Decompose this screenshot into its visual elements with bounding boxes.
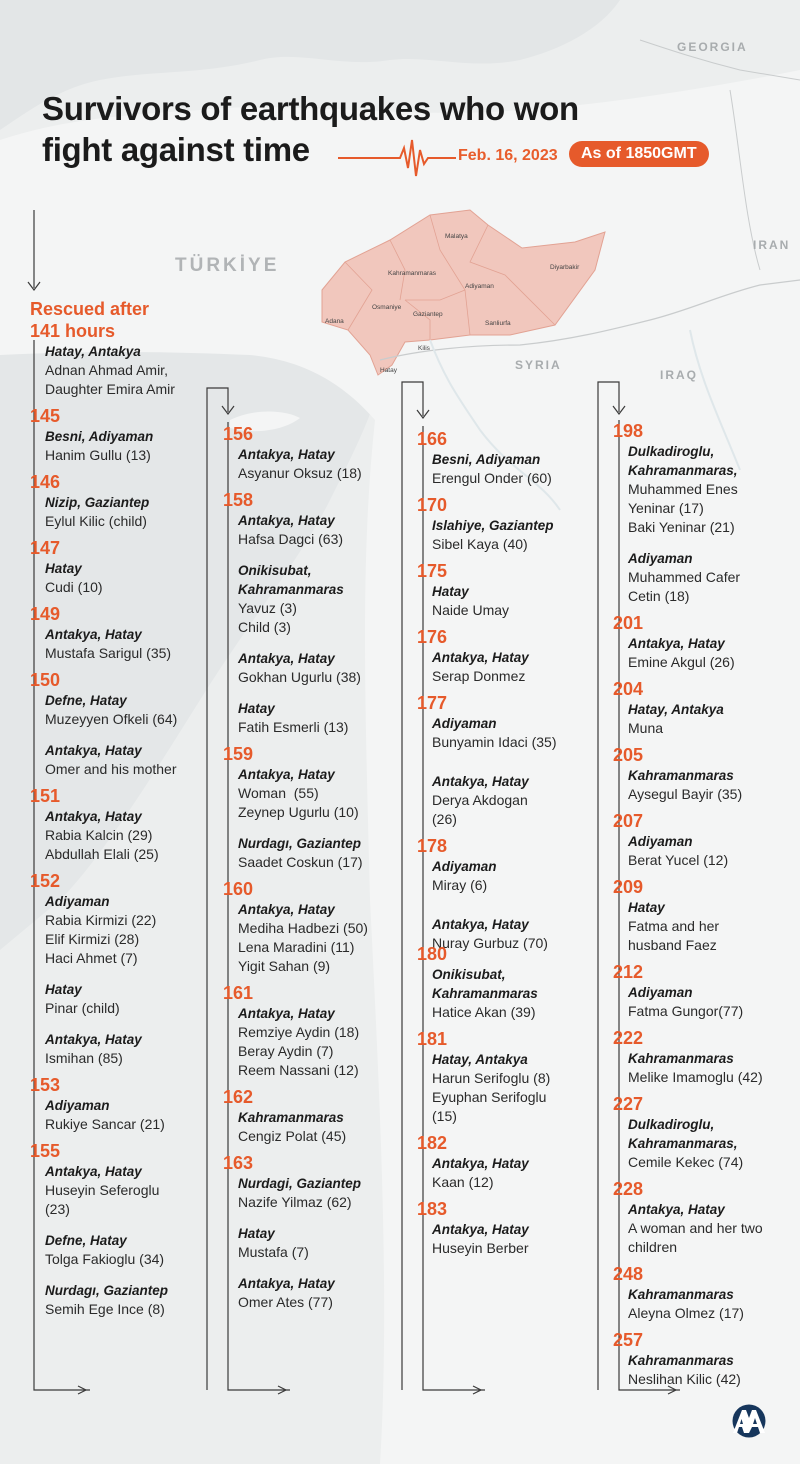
survivor-entry [45, 892, 215, 968]
survivor-name: Miray (6) [432, 877, 488, 893]
timeline-group [30, 471, 215, 531]
location-label: Islahiye, Gaziantep [432, 518, 554, 533]
title-line-2: fight against time [42, 131, 310, 168]
survivor-name: Cudi (10) [45, 579, 103, 595]
survivor-entry [45, 1030, 215, 1068]
survivor-entry [628, 1285, 798, 1323]
survivor-name: Cetin (18) [628, 588, 690, 604]
hours-label: 176 [417, 627, 448, 647]
survivor-name: Omer and his mother [45, 761, 177, 777]
location-label: Antakya, Hatay [432, 774, 529, 789]
timeline-group [30, 1074, 215, 1134]
timeline-group [613, 876, 798, 955]
timeline-group [30, 320, 215, 399]
hours-label: 222 [613, 1028, 644, 1048]
timeline-group [417, 1198, 602, 1258]
survivor-name: Nazife Yilmaz (62) [238, 1194, 352, 1210]
city-label: Osmaniye [372, 304, 402, 311]
survivor-entry [238, 561, 413, 637]
location-label: Hatay [238, 701, 275, 716]
survivor-name: Erengul Onder (60) [432, 470, 552, 486]
timeline-group [417, 692, 602, 829]
syria-label: SYRIA [515, 358, 562, 372]
survivor-name: Gokhan Ugurlu (38) [238, 669, 361, 685]
hours-label: 181 [417, 1029, 448, 1049]
survivor-name: Elif Kirmizi (28) [45, 931, 140, 947]
hours-label: 141 hours [30, 321, 116, 341]
survivor-name: Aysegul Bayir (35) [628, 786, 743, 802]
hours-label: 151 [30, 786, 61, 806]
location-label: Hatay [238, 1226, 275, 1241]
survivor-name: Rukiye Sancar (21) [45, 1116, 165, 1132]
location-label: Antakya, Hatay [45, 627, 142, 642]
survivor-name: Reem Nassani (12) [238, 1062, 359, 1078]
timeline-group [613, 1329, 798, 1389]
city-label: Kilis [418, 345, 430, 352]
survivor-entry [238, 445, 413, 483]
georgia-label: GEORGIA [677, 40, 748, 54]
hours-label: 146 [30, 472, 61, 492]
survivor-name: Daughter Emira Amir [45, 381, 175, 397]
location-label: Kahramanmaras [628, 1051, 734, 1066]
survivor-name: Cemile Kekec (74) [628, 1154, 744, 1170]
hours-label: 248 [613, 1264, 644, 1284]
hours-label: 156 [223, 424, 254, 444]
location-label: Antakya, Hatay [45, 809, 142, 824]
as-of-badge: As of 1850GMT [569, 141, 709, 167]
timeline-group [417, 835, 602, 953]
hours-label: 198 [613, 421, 644, 441]
survivor-name: Tolga Fakioglu (34) [45, 1251, 165, 1267]
hours-label: 227 [613, 1094, 644, 1114]
survivor-entry [238, 511, 413, 549]
timeline-group [613, 1178, 798, 1257]
location-label: Antakya, Hatay [238, 902, 335, 917]
location-label: Hatay [45, 982, 82, 997]
survivor-entry [45, 1281, 215, 1319]
hours-label: 153 [30, 1075, 61, 1095]
timeline-group [417, 1028, 602, 1126]
hours-label: 162 [223, 1087, 254, 1107]
timeline-group [417, 560, 602, 620]
survivor-name: Mustafa Sarigul (35) [45, 645, 172, 661]
turkiye-label: TÜRKİYE [175, 255, 280, 276]
survivor-name: Naide Umay [432, 602, 510, 618]
location-label: Hatay [628, 900, 665, 915]
survivor-entry [628, 1200, 798, 1257]
location-label: Antakya, Hatay [432, 650, 529, 665]
timeline-group [30, 785, 215, 864]
survivor-name: Hafsa Dagci (63) [238, 531, 344, 547]
survivor-name: Fatma Gungor(77) [628, 1003, 744, 1019]
timeline-group [417, 494, 602, 554]
survivor-entry [432, 450, 602, 488]
timeline-group [417, 1132, 602, 1192]
survivor-entry [238, 699, 413, 737]
timeline-group [30, 669, 215, 779]
location-label: Nurdagı, Gaziantep [45, 1283, 169, 1298]
hours-label: 177 [417, 693, 448, 713]
survivor-name: Rabia Kalcin (29) [45, 827, 153, 843]
survivor-entry [45, 691, 215, 729]
timeline-group [613, 744, 798, 804]
survivor-entry [432, 648, 602, 686]
location-label: Kahramanmaras [628, 1353, 734, 1368]
survivor-name: Mediha Hadbezi (50) [238, 920, 368, 936]
location-label: Onikisubat, Kahramanmaras [432, 967, 538, 1001]
location-label: Adiyaman [45, 894, 110, 909]
survivor-entry [45, 807, 215, 864]
survivor-name: Beray Aydin (7) [238, 1043, 334, 1059]
survivor-entry [238, 1224, 413, 1262]
location-label: Kahramanmaras [628, 1287, 734, 1302]
survivor-name: Hanim Gullu (13) [45, 447, 151, 463]
survivor-name: (15) [432, 1108, 457, 1124]
location-label: Besni, Adiyaman [432, 452, 541, 467]
survivor-entry [432, 772, 602, 829]
location-label: Antakya, Hatay [238, 447, 335, 462]
location-label: Defne, Hatay [45, 1233, 127, 1248]
survivor-entry [45, 342, 215, 399]
timeline-column-1 [30, 298, 215, 1325]
survivor-entry [45, 493, 215, 531]
survivor-entry [628, 983, 798, 1021]
location-label: Antakya, Hatay [432, 1222, 529, 1237]
iran-label: IRAN [753, 238, 791, 252]
survivor-name: Abdullah Elali (25) [45, 846, 159, 862]
survivor-name: children [628, 1239, 678, 1255]
hours-label: 212 [613, 962, 644, 982]
survivor-name: Child (3) [238, 619, 291, 635]
timeline-group [30, 537, 215, 597]
hours-label: 207 [613, 811, 644, 831]
location-label: Defne, Hatay [45, 693, 127, 708]
survivor-name: Melike Imamoglu (42) [628, 1069, 763, 1085]
survivor-name: Remziye Aydin (18) [238, 1024, 360, 1040]
hours-label: 155 [30, 1141, 61, 1161]
timeline-group [417, 626, 602, 686]
timeline-group [223, 1152, 413, 1312]
iraq-label: IRAQ [660, 368, 698, 382]
survivor-name: Asyanur Oksuz (18) [238, 465, 362, 481]
timeline-group [223, 743, 413, 872]
survivor-name: Semih Ege Ince (8) [45, 1301, 165, 1317]
location-label: Nurdagı, Gaziantep [238, 836, 362, 851]
survivor-name: Cengiz Polat (45) [238, 1128, 347, 1144]
survivor-entry [45, 1096, 215, 1134]
survivor-name: Yigit Sahan (9) [238, 958, 331, 974]
city-label: Kahramanmaras [388, 270, 437, 277]
hours-label: 166 [417, 429, 448, 449]
survivor-name: husband Faez [628, 937, 717, 953]
survivor-name: Adnan Ahmad Amir, [45, 362, 168, 378]
location-label: Adiyaman [432, 859, 497, 874]
survivor-name: Fatih Esmerli (13) [238, 719, 349, 735]
timeline-group [613, 678, 798, 738]
hours-label: 180 [417, 944, 448, 964]
hours-label: 149 [30, 604, 61, 624]
survivor-entry [45, 559, 215, 597]
survivor-entry [432, 857, 602, 895]
survivor-name: Emine Akgul (26) [628, 654, 735, 670]
survivor-entry [432, 714, 602, 752]
hours-label: 163 [223, 1153, 254, 1173]
timeline-group [223, 878, 413, 976]
timeline-group [30, 1140, 215, 1319]
location-label: Besni, Adiyaman [45, 429, 154, 444]
survivor-name: Eylul Kilic (child) [45, 513, 147, 529]
city-label: Gaziantep [413, 311, 443, 318]
hours-label: 158 [223, 490, 254, 510]
survivor-name: Nuray Gurbuz (70) [432, 935, 548, 951]
location-label: Antakya, Hatay [432, 917, 529, 932]
hours-label: 183 [417, 1199, 448, 1219]
survivor-entry [432, 1220, 602, 1258]
survivor-name: Aleyna Olmez (17) [628, 1305, 744, 1321]
survivor-name: Zeynep Ugurlu (10) [238, 804, 359, 820]
location-label: Nizip, Gaziantep [45, 495, 150, 510]
survivor-entry [45, 625, 215, 663]
survivor-entry [45, 741, 215, 779]
location-label: Hatay, Antakya [45, 344, 141, 359]
survivor-entry [628, 1351, 798, 1389]
hours-label: 205 [613, 745, 644, 765]
hours-label: 178 [417, 836, 448, 856]
location-label: Kahramanmaras [238, 1110, 344, 1125]
city-label: Adana [325, 318, 344, 325]
timeline-group [30, 405, 215, 465]
location-label: Antakya, Hatay [238, 651, 335, 666]
city-label: Sanliurfa [485, 320, 511, 327]
survivor-entry [628, 549, 798, 606]
location-label: Antakya, Hatay [238, 1276, 335, 1291]
survivor-name: Haci Ahmet (7) [45, 950, 138, 966]
timeline-column-2 [223, 423, 413, 1318]
survivor-name: A woman and her two [628, 1220, 763, 1236]
hours-label: 257 [613, 1330, 644, 1350]
survivor-entry [45, 427, 215, 465]
survivor-name: Kaan (12) [432, 1174, 494, 1190]
survivor-name: Huseyin Seferoglu [45, 1182, 160, 1198]
hours-label: 175 [417, 561, 448, 581]
survivor-name: Omer Ates (77) [238, 1294, 333, 1310]
survivor-entry [628, 766, 798, 804]
timeline-group [30, 603, 215, 663]
date-label: Feb. 16, 2023 [458, 147, 558, 164]
timeline-group [417, 943, 602, 1022]
survivor-entry [45, 1162, 215, 1219]
hours-label: 159 [223, 744, 254, 764]
hours-label: 145 [30, 406, 61, 426]
hours-label: 160 [223, 879, 254, 899]
hours-label: 228 [613, 1179, 644, 1199]
city-label: Malatya [445, 233, 468, 240]
timeline-group [613, 420, 798, 606]
survivor-name: Serap Donmez [432, 668, 526, 684]
timeline-group [613, 810, 798, 870]
location-label: Adiyaman [628, 551, 693, 566]
survivor-name: Baki Yeninar (21) [628, 519, 735, 535]
hours-label: 201 [613, 613, 644, 633]
location-label: Adiyaman [628, 985, 693, 1000]
survivor-entry [628, 898, 798, 955]
survivor-entry [628, 634, 798, 672]
hours-label: 182 [417, 1133, 448, 1153]
rescued-label: Rescued after [30, 299, 150, 319]
survivor-entry [238, 765, 413, 822]
timeline-group [613, 961, 798, 1021]
timeline-group [223, 423, 413, 483]
survivor-name: Lena Maradini (11) [238, 939, 355, 955]
survivor-entry [45, 980, 215, 1018]
survivor-name: Neslihan Kilic (42) [628, 1371, 741, 1387]
survivor-entry [238, 649, 413, 687]
city-label: Adiyaman [465, 283, 494, 290]
survivor-name: Hatice Akan (39) [432, 1004, 536, 1020]
survivor-name: Muna [628, 720, 664, 736]
survivor-name: Muzeyyen Ofkeli (64) [45, 711, 178, 727]
title-line-1: Survivors of earthquakes who won [42, 90, 579, 127]
survivor-name: Harun Serifoglu (8) [432, 1070, 551, 1086]
survivor-name: Muhammed Enes [628, 481, 738, 497]
survivor-name: Derya Akdogan [432, 792, 528, 808]
survivor-entry [432, 1050, 602, 1126]
location-label: Hatay, Antakya [628, 702, 724, 717]
survivor-entry [432, 965, 602, 1022]
location-label: Antakya, Hatay [432, 1156, 529, 1171]
survivor-name: Berat Yucel (12) [628, 852, 729, 868]
location-label: Antakya, Hatay [628, 1202, 725, 1217]
survivor-entry [238, 1174, 413, 1212]
location-label: Kahramanmaras [628, 768, 734, 783]
survivor-entry [238, 834, 413, 872]
survivor-entry [628, 832, 798, 870]
survivor-entry [628, 1115, 798, 1172]
survivor-name: Muhammed Cafer [628, 569, 741, 585]
location-label: Dulkadiroglu, Kahramanmaras, [628, 444, 738, 478]
timeline-group [223, 982, 413, 1080]
location-label: Antakya, Hatay [45, 1032, 142, 1047]
survivor-name: (26) [432, 811, 457, 827]
location-label: Adiyaman [45, 1098, 110, 1113]
survivor-entry [628, 442, 798, 537]
survivor-entry [432, 582, 602, 620]
survivor-entry [628, 700, 798, 738]
city-label: Diyarbakir [550, 264, 580, 271]
location-label: Antakya, Hatay [238, 513, 335, 528]
location-label: Hatay [45, 561, 82, 576]
hours-label: 150 [30, 670, 61, 690]
survivor-name: Ismihan (85) [45, 1050, 123, 1066]
timeline-group [223, 1086, 413, 1146]
survivor-entry [432, 516, 602, 554]
survivor-name: Mustafa (7) [238, 1244, 309, 1260]
survivor-entry [238, 900, 413, 976]
location-label: Antakya, Hatay [45, 1164, 142, 1179]
location-label: Hatay [432, 584, 469, 599]
location-label: Nurdagi, Gaziantep [238, 1176, 362, 1191]
survivor-name: Huseyin Berber [432, 1240, 529, 1256]
timeline-group [613, 1093, 798, 1172]
survivor-entry [45, 1231, 215, 1269]
survivor-name: Rabia Kirmizi (22) [45, 912, 157, 928]
survivor-entry [628, 1049, 798, 1087]
survivor-name: (23) [45, 1201, 70, 1217]
hours-label: 170 [417, 495, 448, 515]
hours-label: 147 [30, 538, 61, 558]
timeline-group [613, 1027, 798, 1087]
hours-label: 204 [613, 679, 644, 699]
city-label: Hatay [380, 367, 397, 374]
anadolu-agency-logo [727, 1404, 771, 1438]
survivor-entry [432, 1154, 602, 1192]
hours-label: 161 [223, 983, 254, 1003]
timeline-group [417, 428, 602, 488]
survivor-name: Saadet Coskun (17) [238, 854, 363, 870]
hours-label: 152 [30, 871, 61, 891]
location-label: Hatay, Antakya [432, 1052, 528, 1067]
survivor-name: Pinar (child) [45, 1000, 120, 1016]
survivor-name: Bunyamin Idaci (35) [432, 734, 557, 750]
location-label: Antakya, Hatay [238, 767, 335, 782]
survivor-name: Woman (55) [238, 785, 319, 801]
location-label: Adiyaman [432, 716, 497, 731]
timeline-group [223, 489, 413, 737]
survivor-name: Yeninar (17) [628, 500, 704, 516]
survivor-entry [238, 1108, 413, 1146]
location-label: Antakya, Hatay [238, 1006, 335, 1021]
timeline-column-4 [613, 420, 798, 1395]
timeline-group [613, 1263, 798, 1323]
location-label: Onikisubat, Kahramanmaras [238, 563, 344, 597]
timeline-column-3 [417, 428, 602, 1264]
hours-label: 209 [613, 877, 644, 897]
location-label: Adiyaman [628, 834, 693, 849]
survivor-entry [238, 1274, 413, 1312]
timeline-group [613, 612, 798, 672]
survivor-name: Yavuz (3) [238, 600, 297, 616]
survivor-name: Eyuphan Serifoglu [432, 1089, 547, 1105]
location-label: Dulkadiroglu, Kahramanmaras, [628, 1117, 738, 1151]
survivor-name: Fatma and her [628, 918, 720, 934]
survivor-entry [238, 1004, 413, 1080]
location-label: Antakya, Hatay [45, 743, 142, 758]
survivor-name: Sibel Kaya (40) [432, 536, 528, 552]
location-label: Antakya, Hatay [628, 636, 725, 651]
timeline-group [30, 870, 215, 1068]
